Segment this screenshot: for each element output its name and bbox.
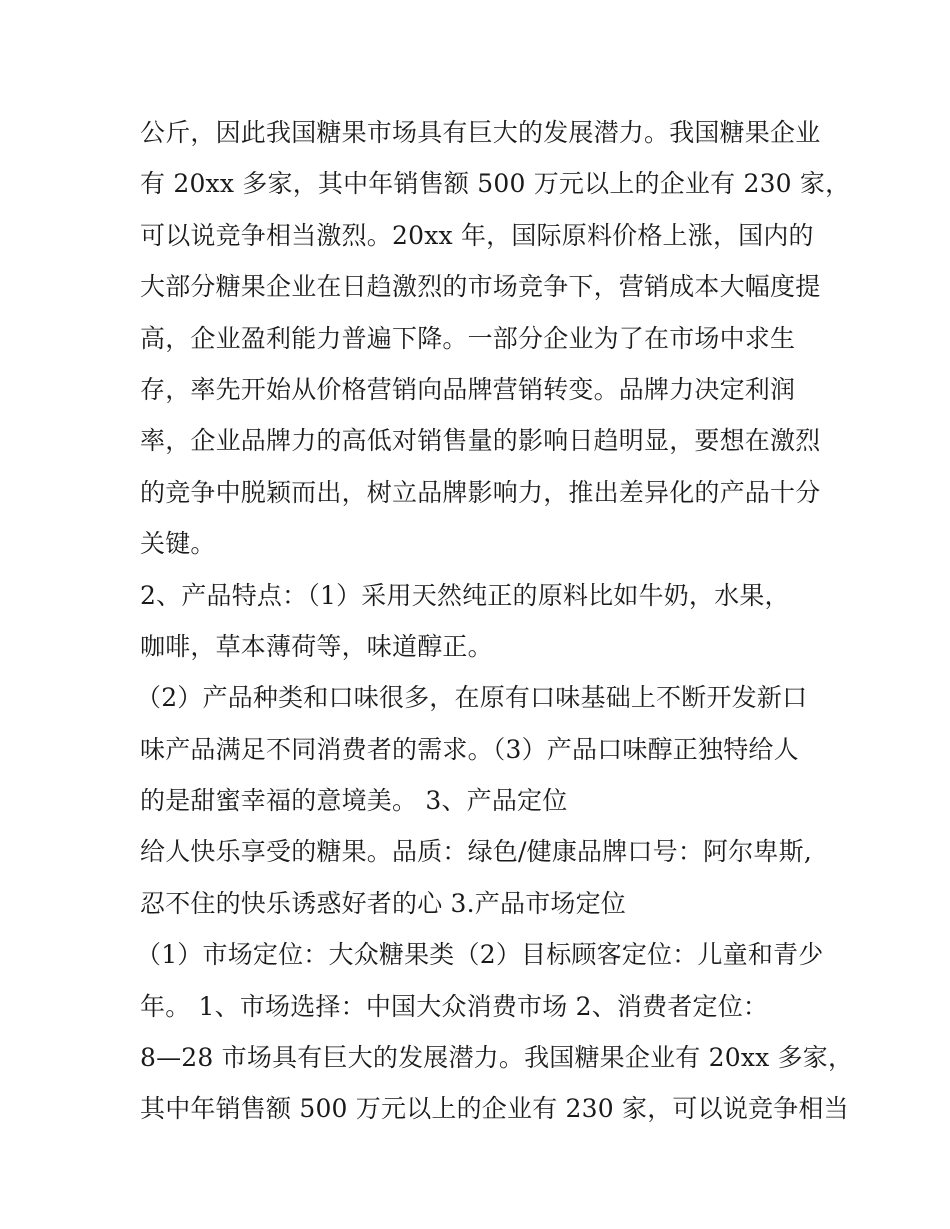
text-line: （1）市场定位：大众糖果类（2）目标顾客定位：儿童和青少	[136, 940, 824, 970]
text-line: 关键。	[140, 529, 216, 559]
text-line: （2）产品种类和口味很多，在原有口味基础上不断开发新口	[136, 683, 808, 713]
text-line: 可以说竞争相当激烈。20xx 年，国际原料价格上涨，国内的	[140, 220, 814, 250]
text-line: 忍不住的快乐诱惑好者的心 3.产品市场定位	[140, 888, 627, 918]
text-line: 2、产品特点：（1）采用天然纯正的原料比如牛奶，水果，	[140, 580, 790, 610]
text-line: 公斤，因此我国糖果市场具有巨大的发展潜力。我国糖果企业	[140, 118, 821, 147]
text-line: 8—28 市场具有巨大的发展潜力。我国糖果企业有 20xx 多家，	[140, 1043, 854, 1073]
text-line: 率，企业品牌力的高低对销售量的影响日趋明显，要想在激烈	[140, 426, 821, 456]
text-line: 的竞争中脱颖而出，树立品牌影响力，推出差异化的产品十分	[140, 477, 821, 507]
text-line: 味产品满足不同消费者的需求。（3）产品口味醇正独特给人	[140, 734, 799, 764]
text-line: 大部分糖果企业在日趋激烈的市场竞争下，营销成本大幅度提	[140, 272, 821, 302]
text-line: 的是甜蜜幸福的意境美。 3、产品定位	[140, 786, 568, 816]
text-line: 存，率先开始从价格营销向品牌营销转变。品牌力决定利润	[140, 374, 796, 404]
text-line: 高，企业盈利能力普遍下降。一部分企业为了在市场中求生	[140, 323, 796, 353]
text-line: 年。 1、市场选择：中国大众消费市场 2、消费者定位：	[140, 991, 769, 1021]
text-line: 给人快乐享受的糖果。品质：绿色/健康品牌口号：阿尔卑斯,	[140, 837, 812, 867]
text-line: 有 20xx 多家，其中年销售额 500 万元以上的企业有 230 家，	[140, 169, 851, 199]
text-line: 咖啡，草本薄荷等，味道醇正。	[140, 631, 493, 661]
text-line: 其中年销售额 500 万元以上的企业有 230 家，可以说竞争相当	[140, 1094, 849, 1124]
body-text	[136, 107, 854, 1135]
